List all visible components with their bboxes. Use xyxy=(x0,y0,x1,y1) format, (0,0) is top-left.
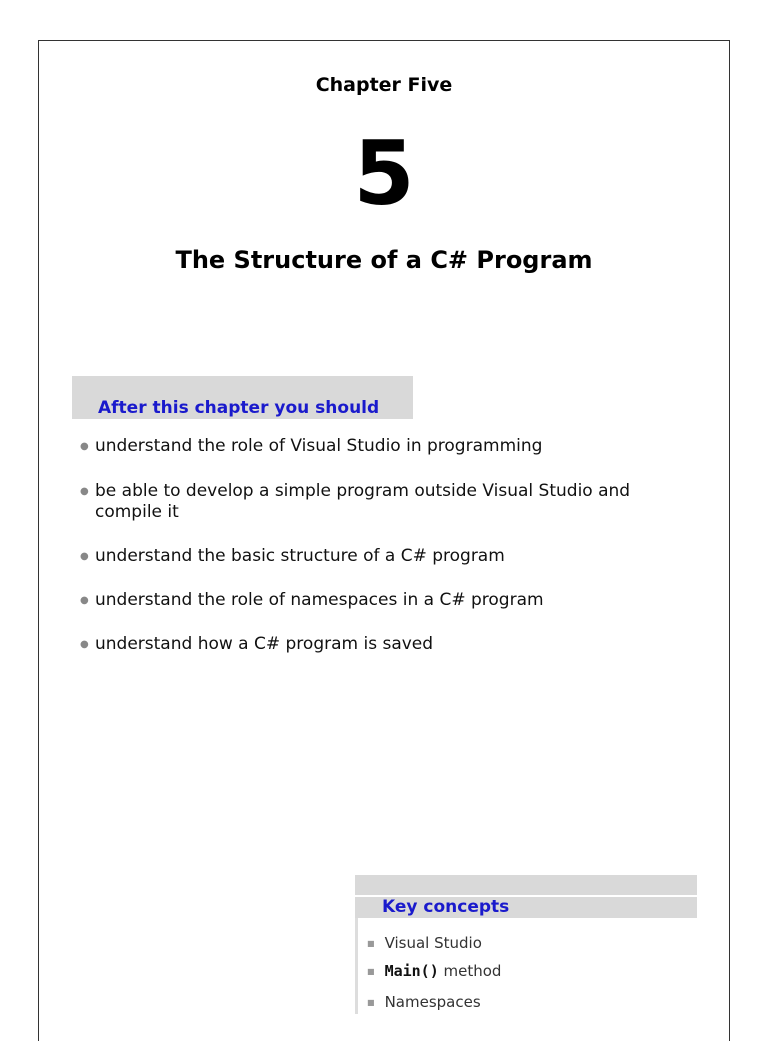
key-concepts-header xyxy=(355,897,697,918)
key-concept-item: ■ Visual Studio xyxy=(367,934,482,952)
chapter-label: Chapter Five xyxy=(315,74,453,96)
key-concepts-bar xyxy=(355,875,697,895)
objective-item: ● understand the role of Visual Studio in programming xyxy=(80,436,543,456)
key-concepts-divider xyxy=(355,918,358,1014)
bullet-icon: ● xyxy=(80,639,89,650)
objective-item: ● be able to develop a simple program outside Visual Studio and compile it xyxy=(80,481,631,522)
bullet-icon: ● xyxy=(80,595,89,606)
code-term: Main() xyxy=(384,962,439,980)
objective-item: ● understand the role of namespaces in a C# program xyxy=(80,590,544,610)
bullet-icon: ● xyxy=(80,441,89,452)
bullet-icon: ● xyxy=(80,486,89,497)
objectives-header xyxy=(72,376,413,419)
objective-item: ● understand how a C# program is saved xyxy=(80,634,434,654)
chapter-number: 5 xyxy=(353,122,415,225)
key-concepts-heading: Key concepts xyxy=(382,897,510,917)
bullet-icon: ■ xyxy=(367,939,375,948)
objective-item: ● understand the basic structure of a C# program xyxy=(80,546,505,566)
chapter-title: The Structure of a C# Program xyxy=(175,246,593,274)
key-concept-item: ■ Main() method xyxy=(367,962,502,980)
bullet-icon: ● xyxy=(80,551,89,562)
bullet-icon: ■ xyxy=(367,967,375,976)
bullet-icon: ■ xyxy=(367,998,375,1007)
key-concept-item: ■ Namespaces xyxy=(367,993,481,1011)
objectives-heading: After this chapter you should xyxy=(98,398,380,418)
